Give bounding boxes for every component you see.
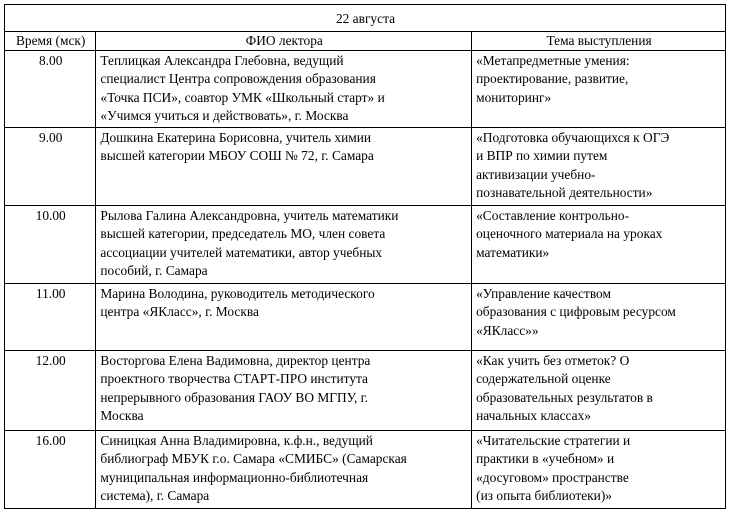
row-lecturer: Восторгова Елена Вадимовна, директор центра проектного творчества СТАРТ-ПРО института непрерывного образования ГАОУ ВО МГПУ, г. Москва [96, 351, 472, 431]
table-row [5, 51, 726, 128]
row-time: 8.00 [5, 51, 96, 128]
table-header-row [5, 32, 726, 51]
row-lecturer: Марина Володина, руководитель методического центра «ЯКласс», г. Москва [96, 284, 472, 351]
row-time: 9.00 [5, 128, 96, 206]
date-heading: 22 августа [5, 5, 726, 32]
row-time: 12.00 [5, 351, 96, 431]
column-header-lecturer: ФИО лектора [96, 32, 472, 51]
column-header-topic: Тема выступления [472, 32, 726, 51]
row-topic: «Как учить без отметок? О содержательной оценке образовательных результатов в начальных классах» [472, 351, 726, 431]
row-topic: «Составление контрольно- оценочного материала на уроках математики» [472, 206, 726, 284]
row-lecturer: Рылова Галина Александровна, учитель математики высшей категории, председатель МО, член совета ассоциации учителей математики, автор учебных пособий, г. Самара [96, 206, 472, 284]
table-row [5, 351, 726, 431]
row-time: 10.00 [5, 206, 96, 284]
table-row [5, 206, 726, 284]
row-time: 11.00 [5, 284, 96, 351]
row-lecturer: Теплицкая Александра Глебовна, ведущий специалист Центра сопровождения образования «Точка ПСИ», соавтор УМК «Школьный старт» и «Учимся учиться и действовать», г. Москва [96, 51, 472, 128]
row-lecturer: Дошкина Екатерина Борисовна, учитель химии высшей категории МБОУ СОШ № 72, г. Самара [96, 128, 472, 206]
table-row [5, 431, 726, 509]
table-row [5, 284, 726, 351]
schedule-table [4, 4, 726, 509]
row-topic: «Подготовка обучающихся к ОГЭ и ВПР по химии путем активизации учебно- познавательной деятельности» [472, 128, 726, 206]
row-lecturer: Синицкая Анна Владимировна, к.ф.н., ведущий библиограф МБУК г.о. Самара «СМИБС» (Самарская муниципальная информационно-библиотечная система), г. Самара [96, 431, 472, 509]
row-topic: «Метапредметные умения: проектирование, развитие, мониторинг» [472, 51, 726, 128]
row-topic: «Читательские стратегии и практики в «учебном» и «досуговом» пространстве (из опыта библиотеки)» [472, 431, 726, 509]
row-topic: «Управление качеством образования с цифровым ресурсом «ЯКласс»» [472, 284, 726, 351]
row-time: 16.00 [5, 431, 96, 509]
table-row [5, 128, 726, 206]
column-header-time: Время (мск) [5, 32, 96, 51]
date-row [5, 5, 726, 32]
